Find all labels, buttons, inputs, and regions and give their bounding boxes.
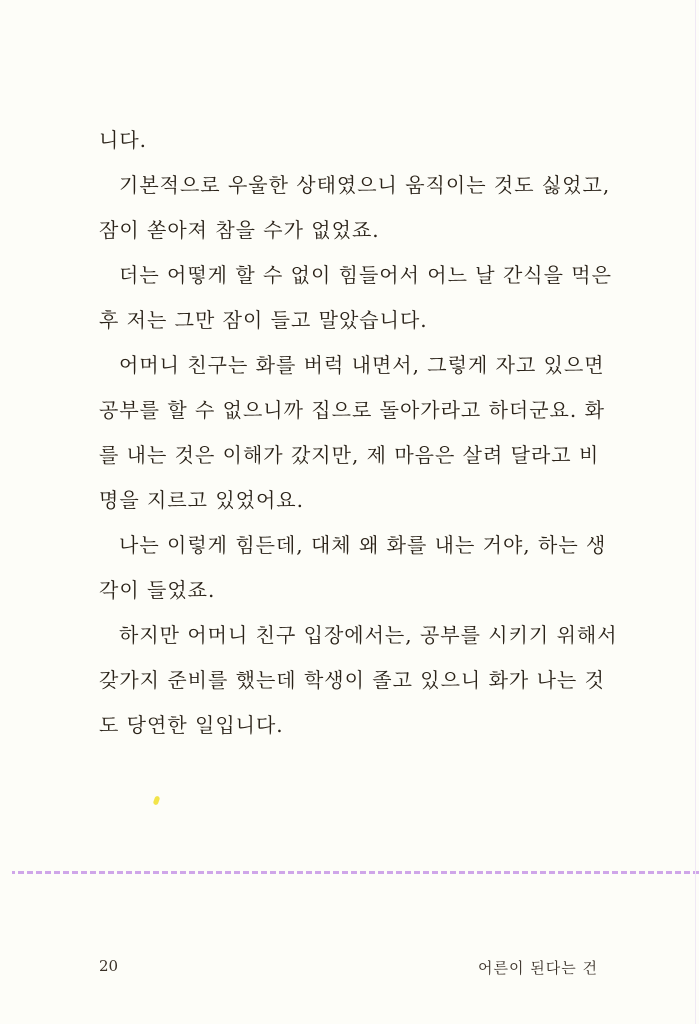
text-line: 후 저는 그만 잠이 들고 말았습니다.	[99, 308, 428, 332]
text-line: 잠이 쏟아져 참을 수가 없었죠.	[99, 218, 380, 242]
text-line: 더는 어떻게 할 수 없이 힘들어서 어느 날 간식을 먹은	[119, 263, 612, 287]
text-line: 어머니 친구는 화를 버럭 내면서, 그렇게 자고 있으면	[119, 353, 605, 377]
text-line: 명을 지르고 있었어요.	[99, 488, 304, 512]
text-line: 나는 이렇게 힘든데, 대체 왜 화를 내는 거야, 하는 생	[119, 533, 607, 557]
page-number: 20	[99, 957, 119, 975]
decorative-yellow-dot	[153, 795, 161, 805]
text-line: 하지만 어머니 친구 입장에서는, 공부를 시키기 위해서	[119, 623, 618, 647]
text-line: 도 당연한 일입니다.	[99, 713, 284, 737]
text-line: 공부를 할 수 없으니까 집으로 돌아가라고 하더군요. 화	[99, 398, 605, 422]
dashed-divider	[0, 871, 699, 874]
body-text	[99, 118, 639, 748]
text-line: 기본적으로 우울한 상태였으니 움직이는 것도 싫었고,	[119, 173, 611, 197]
text-line: 를 내는 것은 이해가 갔지만, 제 마음은 살려 달라고 비	[99, 443, 600, 467]
running-title: 어른이 된다는 건	[478, 959, 598, 977]
text-line: 각이 들었죠.	[99, 578, 216, 602]
page-edge-line	[695, 0, 696, 1024]
text-line: 니다.	[99, 128, 147, 152]
text-line: 갖가지 준비를 했는데 학생이 졸고 있으니 화가 나는 것	[99, 668, 605, 692]
